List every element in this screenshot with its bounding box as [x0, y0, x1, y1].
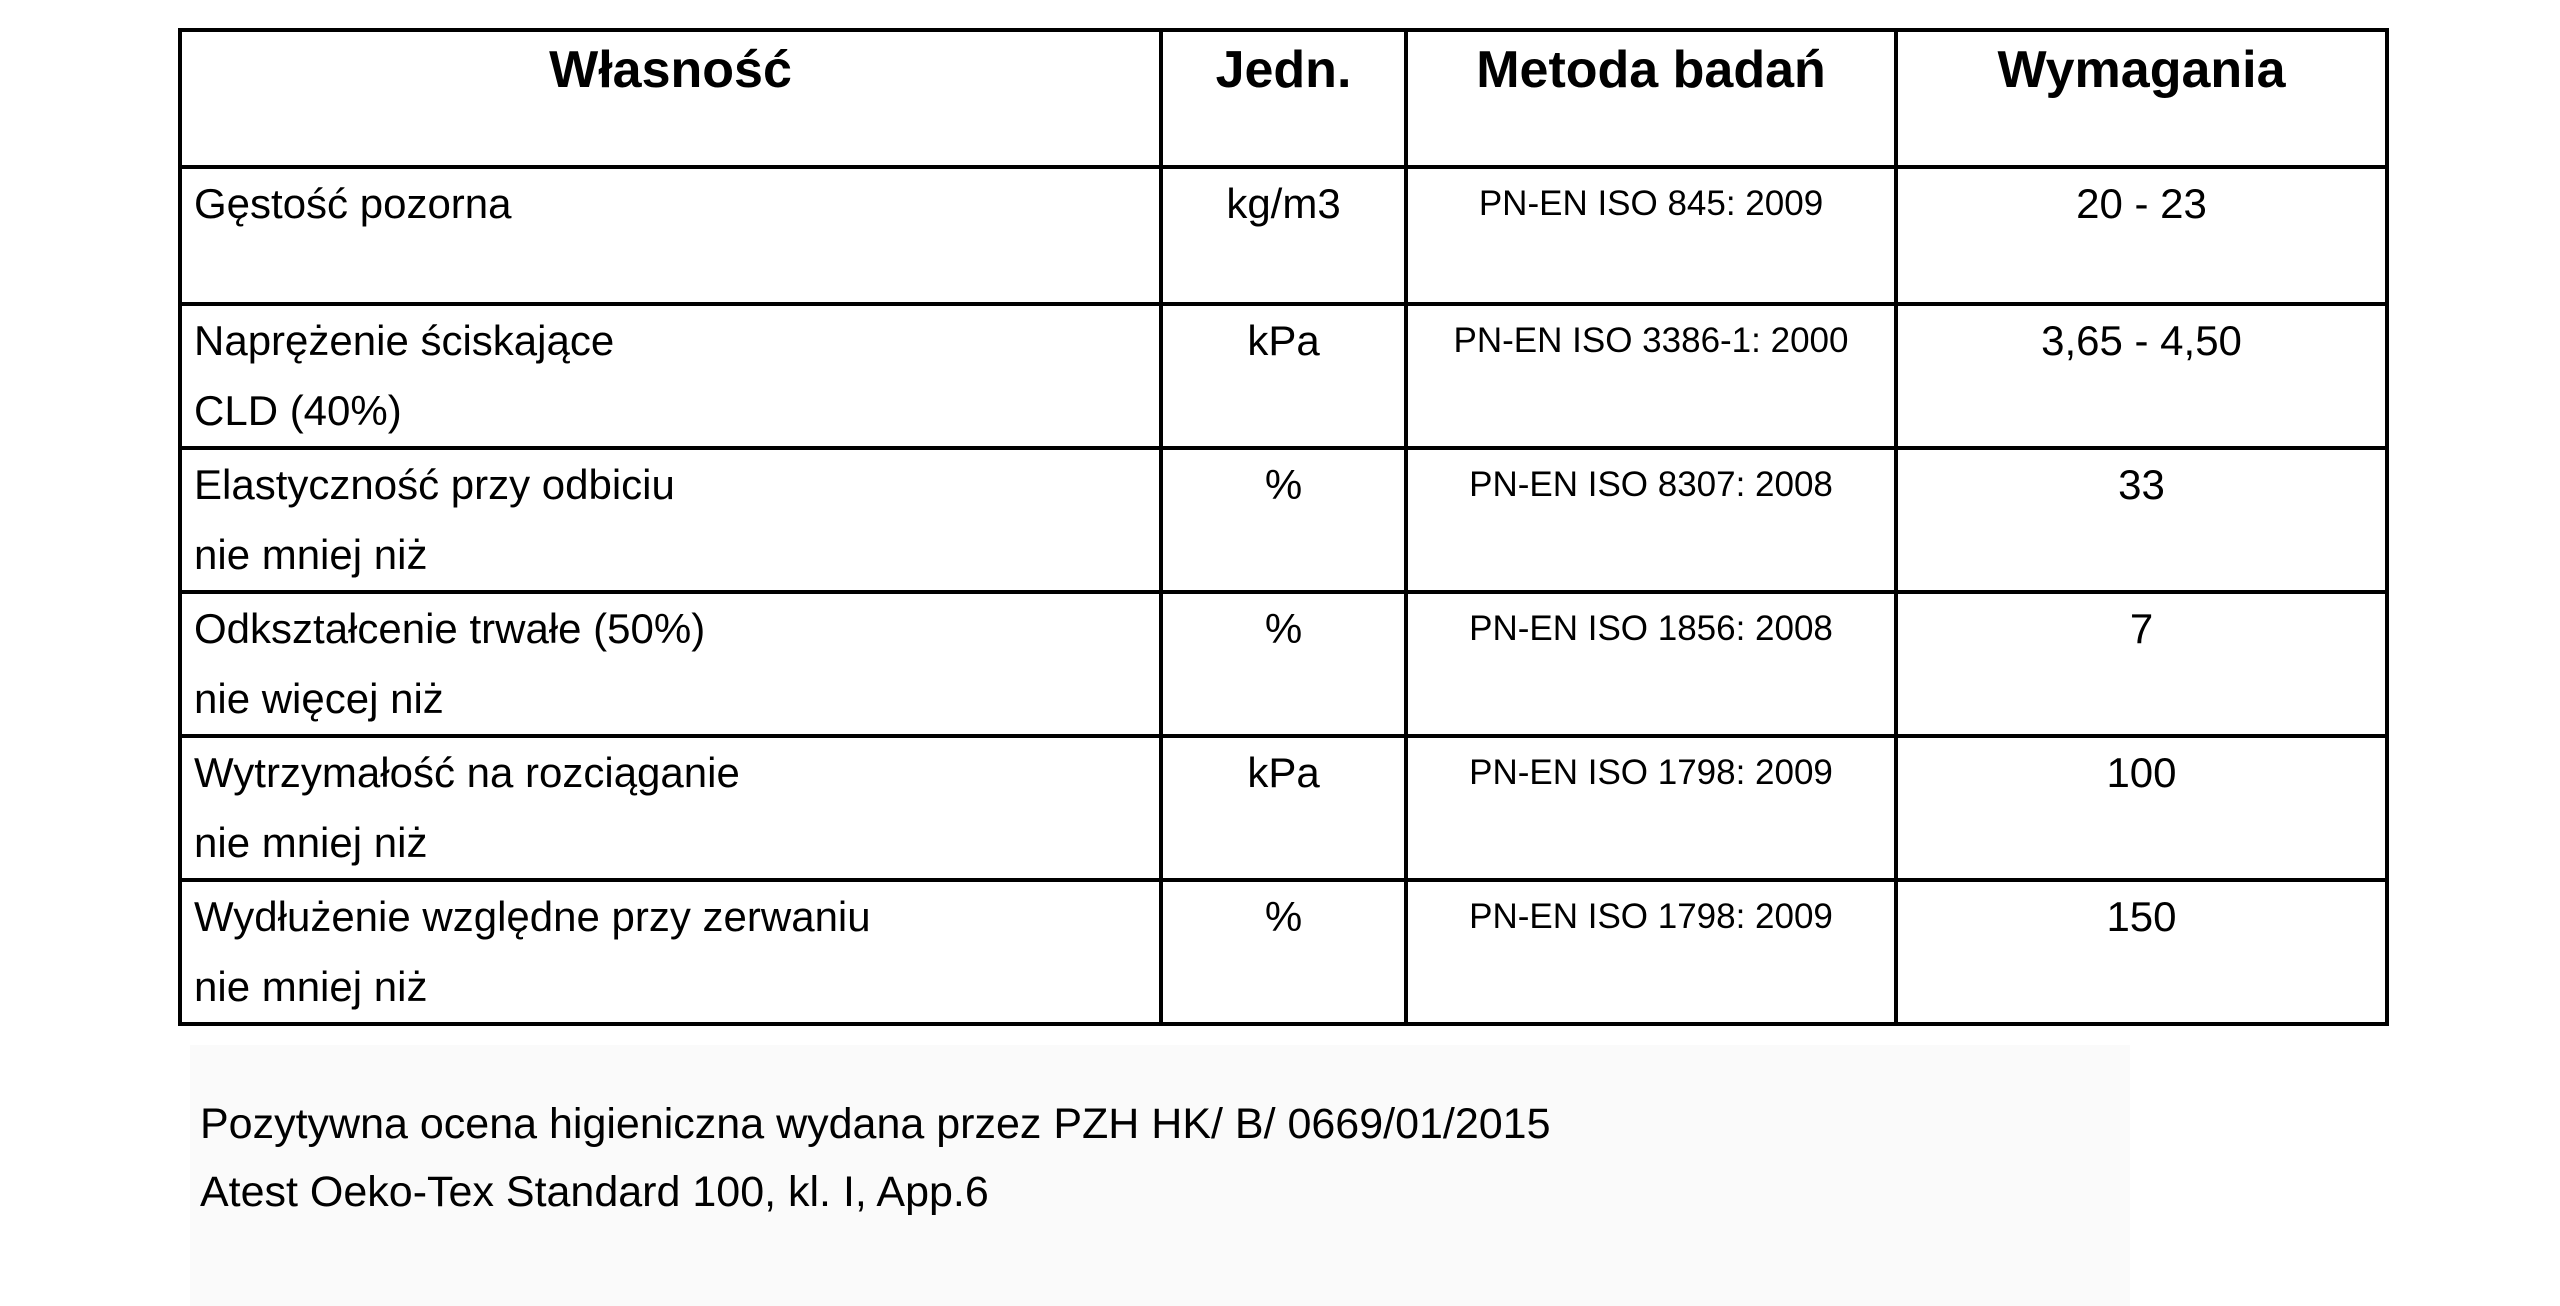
table-row — [180, 304, 2387, 448]
footnotes — [200, 1090, 1551, 1226]
property-line: Odkształcenie trwałe (50%) — [194, 605, 706, 652]
property-line: CLD (40%) — [194, 387, 402, 434]
table-row — [180, 736, 2387, 880]
hygiene-assessment-note: Pozytywna ocena higieniczna wydana przez PZH HK/ B/ 0669/01/2015 — [200, 1100, 1551, 1148]
method-cell: PN-EN ISO 1856: 2008 — [1406, 592, 1896, 736]
table-row — [180, 448, 2387, 592]
property-cell — [180, 304, 1161, 448]
property-line: nie mniej niż — [194, 963, 428, 1010]
method-cell: PN-EN ISO 8307: 2008 — [1406, 448, 1896, 592]
requirement-cell: 150 — [1896, 880, 2387, 1024]
header-method: Metoda badań — [1406, 30, 1896, 167]
header-requirements: Wymagania — [1896, 30, 2387, 167]
property-line: Elastyczność przy odbiciu — [194, 461, 675, 508]
specification-table — [178, 28, 2389, 1026]
requirement-cell: 33 — [1896, 448, 2387, 592]
oeko-tex-certificate-note: Atest Oeko-Tex Standard 100, kl. I, App.6 — [200, 1168, 989, 1216]
property-line: Wytrzymałość na rozciąganie — [194, 749, 740, 796]
property-cell — [180, 448, 1161, 592]
property-line: Gęstość pozorna — [194, 180, 512, 227]
unit-cell: kPa — [1161, 304, 1406, 448]
property-cell — [180, 880, 1161, 1024]
property-line: Wydłużenie względne przy zerwaniu — [194, 893, 871, 940]
unit-cell: % — [1161, 592, 1406, 736]
property-cell — [180, 167, 1161, 304]
table-row — [180, 880, 2387, 1024]
method-cell: PN-EN ISO 1798: 2009 — [1406, 736, 1896, 880]
requirement-cell: 20 - 23 — [1896, 167, 2387, 304]
table-row — [180, 167, 2387, 304]
property-line: nie mniej niż — [194, 819, 428, 866]
unit-cell: % — [1161, 880, 1406, 1024]
property-cell — [180, 592, 1161, 736]
method-cell: PN-EN ISO 845: 2009 — [1406, 167, 1896, 304]
requirement-cell: 3,65 - 4,50 — [1896, 304, 2387, 448]
table-row — [180, 592, 2387, 736]
method-cell: PN-EN ISO 1798: 2009 — [1406, 880, 1896, 1024]
requirement-cell: 100 — [1896, 736, 2387, 880]
property-line: Naprężenie ściskające — [194, 317, 615, 364]
property-line: nie mniej niż — [194, 531, 428, 578]
unit-cell: kPa — [1161, 736, 1406, 880]
table-header-row — [180, 30, 2387, 167]
unit-cell: kg/m3 — [1161, 167, 1406, 304]
property-line: nie więcej niż — [194, 675, 444, 722]
method-cell: PN-EN ISO 3386-1: 2000 — [1406, 304, 1896, 448]
requirement-cell: 7 — [1896, 592, 2387, 736]
header-property: Własność — [180, 30, 1161, 167]
header-unit: Jedn. — [1161, 30, 1406, 167]
unit-cell: % — [1161, 448, 1406, 592]
property-cell — [180, 736, 1161, 880]
